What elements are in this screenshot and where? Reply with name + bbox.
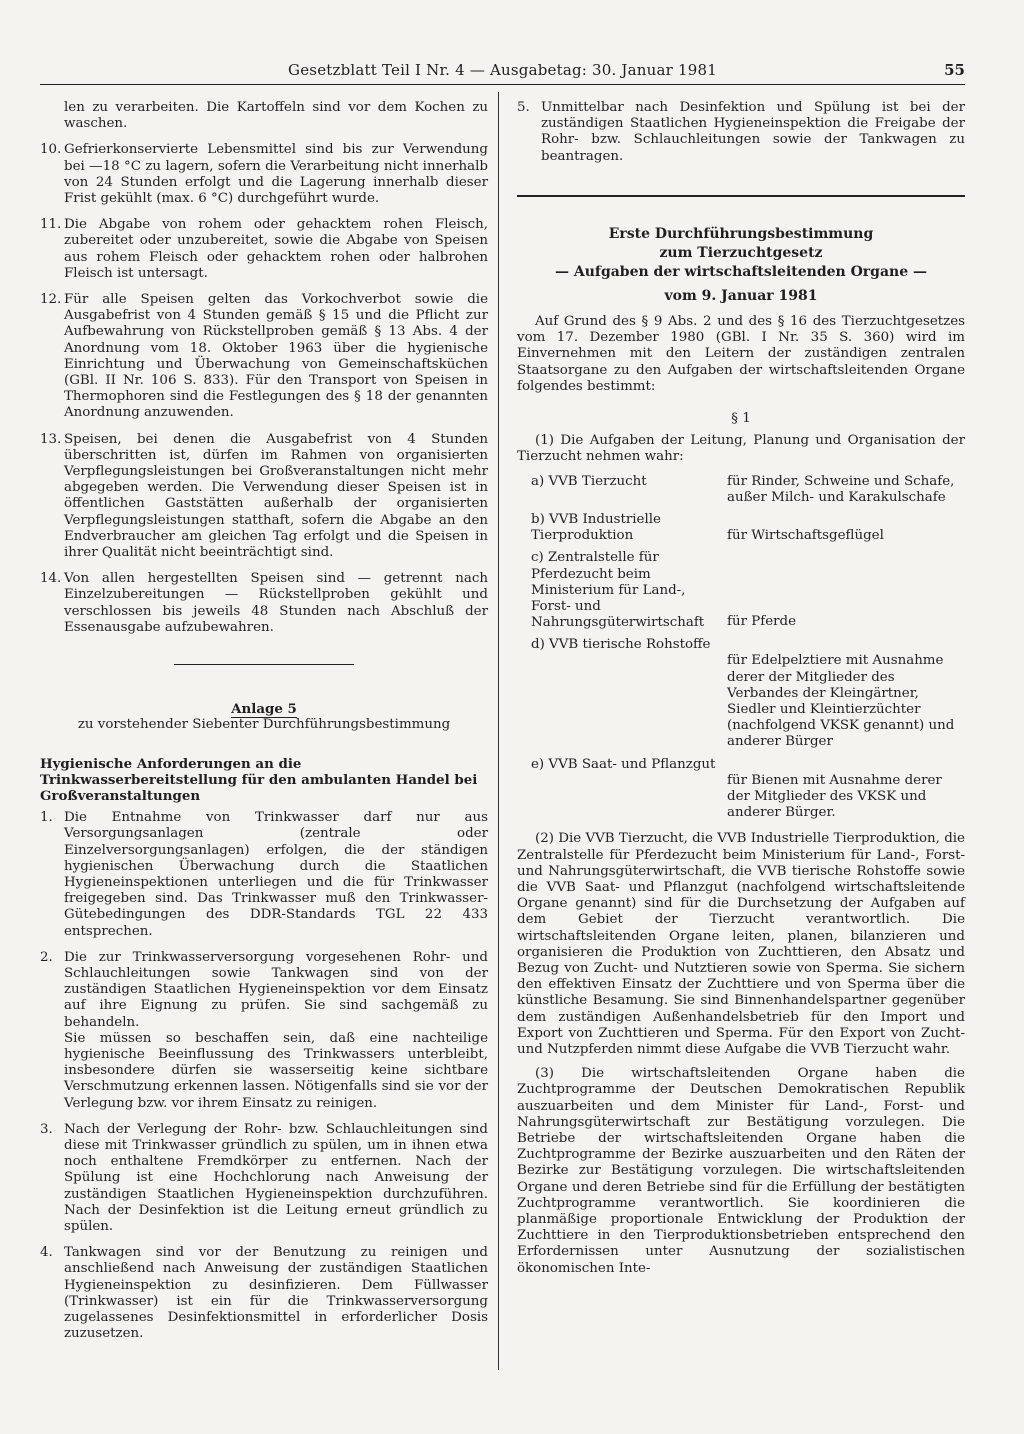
regulation-title-line-3: — Aufgaben der wirtschaftsleitenden Organe — [555,263,927,280]
item-number: 10. [40,142,62,158]
list-item [40,1245,488,1342]
list-item [40,292,488,422]
assignment-organ: e) VVB Saat- und Pflanzgut [531,756,716,772]
list-item [40,810,488,940]
assignment-scope: für Bienen mit Ausnahme derer der Mitglieder des VKSK und anderer Bürger. [727,772,942,821]
section-divider [174,664,354,665]
assignment-organ: d) VVB tierische Rohstoffe [531,637,711,653]
item-number: 5. [517,100,530,115]
list-item [40,432,488,562]
list-item [40,142,488,207]
paragraph-3: (3) Die wirtschaftsleitenden Organe haben die Zuchtprogramme der Deutschen Demokratischen Republik auszuarbeiten und dem Minister für Land-, Forst- und Nahrungsgüterwirtschaft zur Bestätigung vorzulegen. Die Betriebe der wirtschaftsleitenden Organe haben die Zuchtprogramme der Bezirke auszuarbeiten und den Räten der Bezirke zur Bestätigung vorzulegen. Die wirtschaftsleitenden Organe und deren Betriebe sind für die Erfüllung der bestätigten Zuchtprogramme verantwortlich. Sie koordinieren die planmäßige proportionale Entwicklung der Produktion der Zuchttiere in den Tierproduktionsbetrieben entsprechend den Erfordernissen unter Ausnutzung der sozialistischen ökonomischen Inte- [517,1066,965,1276]
item-text: Nach der Verlegung der Rohr- bzw. Schlauchleitungen sind diese mit Trinkwasser gründlich zu spülen, um in ihnen etwa noch enthaltene Fremdkörper zu entfernen. Nach der Spülung ist eine Hochchlorung nach Anweisung der zuständigen Staatlichen Hygieneinspektion durchzuführen. Nach der Desinfektion ist die Leitung erneut gründlich zu spülen. [64,1121,488,1234]
header-title: Gesetzblatt Teil I Nr. 4 — Ausgabetag: 30. Januar 1981 [288,61,717,79]
list-item [517,100,965,165]
paragraph-2: (2) Die VVB Tierzucht, die VVB Industrielle Tierproduktion, die Zentralstelle für Pferdezucht beim Ministerium für Land-, Forst- und Nahrungsgüterwirtschaft, die VVB tierische Rohstoffe sowie die VVB Saat- und Pflanzgut (nachfolgend wirtschaftsleitende Organe genannt) sind für die Durchsetzung der Aufgaben auf dem Gebiet der Tierzucht verantwortlich. Die wirtschaftsleitenden Organe leiten, planen, bilanzieren und organisieren die Produktion von Zuchttieren, den Absatz und Bezug von Zucht- und Nutztieren sowie von Sperma. Sie sichern den effektiven Einsatz der Zuchttiere und von Sperma über die künstliche Besamung. Sie sind Binnenhandelspartner gegenüber dem zuständigen Außenhandelsbetrieb für den Import und Export von Zuchttieren und Sperma. Für den Export von Zucht- und Nutzpferden nimmt diese Aufgabe die VVB Tierzucht wahr. [517,831,965,1057]
item-text: Speisen, bei denen die Ausgabefrist von 4 Stunden überschritten ist, dürfen im Rahmen von organisierten Verpflegungsleistungen bei Großveranstaltungen nicht mehr abgegeben werden. Die Verwendung dieser Speisen ist in öffentlichen Gaststätten außerhalb der organisierten Verpflegungsleistungen statthaft, sofern die Abgabe an den Endverbraucher am gleichen Tag erfolgt und die Speisen in ihrer Qualität nicht beeinträchtigt sind. [64,431,488,561]
item-text: Unmittelbar nach Desinfektion und Spülung ist bei der zuständigen Staatlichen Hygieneinspektion die Freigabe der Rohr- bzw. Schlauchleitungen sowie der Tankwagen zu beantragen. [541,100,965,164]
assignment-row [517,550,965,631]
assignment-scope: für Rinder, Schweine und Schafe, außer Milch- und Karakulschafe [727,473,955,505]
page-number: 55 [944,61,965,79]
item-number: 1. [40,810,53,826]
list-item [40,571,488,636]
regulation-title-line-1: Erste Durchführungsbestimmung [608,225,874,242]
item-text: Die Abgabe von rohem oder gehacktem rohen Fleisch, zubereitet oder unzubereitet, sowie die Abgabe von Speisen aus rohem Fleisch oder gehacktem rohen oder halbrohen Fleisch ist untersagt. [64,217,488,281]
assignment-row [517,512,965,544]
item-text: Die zur Trinkwasserversorgung vorgesehenen Rohr- und Schlauchleitungen sowie Tankwagen sind von der zuständigen Staatlichen Hygieneinspektion vor dem Einsatz auf ihre Eignung zu prüfen. Sie sind sachgemäß zu behandeln. [64,949,488,1030]
paragraph-1: (1) Die Aufgaben der Leitung, Planung und Organisation der Tierzucht nehmen wahr: [517,433,965,465]
item-number: 2. [40,949,53,965]
item-number: 3. [40,1121,53,1137]
assignment-row [517,757,965,822]
assignment-scope: für Wirtschaftsgeflügel [727,528,884,544]
anlage-subtitle: zu vorstehender Siebenter Durchführungsbestimmung [77,717,451,733]
assignment-scope: für Edelpelztiere mit Ausnahme derer der Mitglieder des Verbandes der Kleingärtner, Siedler und Kleintierzüchter (nachfolgend VKSK genannt) und anderer Bürger [727,653,955,750]
assignment-row [517,637,965,750]
item-text: Tankwagen sind vor der Benutzung zu reinigen und anschließend nach Anweisung der zuständigen Staatlichen Hygieneinspektion zu desinfizieren. Dem Füllwasser (Trinkwasser) ist ein für die Trinkwasserversorgung zugelassenes Desinfektionsmittel in erforderlicher Dosis zuzusetzen. [64,1245,488,1342]
regulation-title-line-2: zum Tierzuchtgesetz [659,244,823,261]
anlage-title-text: Anlage 5 [231,701,297,718]
list-item [40,950,488,1112]
assignment-organ: a) VVB Tierzucht [531,473,647,489]
regulation-date: vom 9. Januar 1981 [664,287,818,304]
item-number: 4. [40,1245,53,1261]
right-column [517,100,965,1285]
anlage-title [40,701,488,717]
column-divider [498,92,499,1370]
assignment-scope: für Pferde [727,614,797,630]
item-text: Die Entnahme von Trinkwasser darf nur aus Versorgungsanlagen (zentrale oder Einzelversorgungsanlagen) erfolgen, die der ständigen hygienischen Überwachung durch die Staatlichen Hygieneinspektionen unterliegen und die für Trinkwasser freigegeben sind. Das Trinkwasser muß den Trinkwasser-Gütebedingungen des DDR-Standards TGL 22 433 entsprechen. [64,810,488,939]
list-item [40,1122,488,1235]
item-text-block [64,950,488,1112]
assignment-organ: b) VVB Industrielle Tierproduktion [531,512,661,544]
assignment-row [517,474,965,506]
item-number: 13. [40,431,62,447]
section-divider [517,195,965,197]
item-number: 11. [40,217,62,233]
anlage-heading: Hygienische Anforderungen an die Trinkwasserbereitstellung für den ambulanten Handel bei Großveranstaltungen [40,755,478,804]
list-item [40,217,488,282]
item-text: Gefrierkonservierte Lebensmittel sind bis zur Verwendung bei —18 °C zu lagern, sofern die Verarbeitung nicht innerhalb von 24 Stunden erfolgt und die Lagerung innerhalb dieser Frist gekühlt (max. 6 °C) durchgeführt wurde. [64,142,488,207]
page-header [40,62,965,85]
item-number: 12. [40,292,62,308]
item-text-continued: Sie müssen so beschaffen sein, daß eine nachteilige hygienische Beeinflussung des Trinkwassers unterbleibt, insbesondere dürfen sie wasserseitig keine sichtbare Verschmutzung erkennen lassen. Nötigenfalls sind sie vor der Verlegung bzw. vor ihrem Einsatz zu reinigen. [64,1030,488,1111]
intro-paragraph: Auf Grund des § 9 Abs. 2 und des § 16 des Tierzuchtgesetzes vom 17. Dezember 1980 (GBl. I Nr. 35 S. 360) wird im Einvernehmen mit den Leitern der zuständigen zentralen Staatsorgane zu den Aufgaben der wirtschaftsleitenden Organe folgendes bestimmt: [517,314,965,394]
assignment-organ: c) Zentralstelle für Pferdezucht beim Ministerium für Land-, Forst- und Nahrungsgüterwirtschaft [531,550,705,631]
left-column [40,100,488,1352]
continued-text: len zu verarbeiten. Die Kartoffeln sind vor dem Kochen zu waschen. [64,100,488,132]
item-number: 14. [40,571,62,587]
item-text: Von allen hergestellten Speisen sind — getrennt nach Einzelzubereitungen — Rückstellproben gekühlt und verschlossen bis jeweils 48 Stunden nach Abschluß der Essenausgabe aufzubewahren. [64,571,488,635]
paragraph-heading: § 1 [731,411,751,427]
item-text: Für alle Speisen gelten das Vorkochverbot sowie die Ausgabefrist von 4 Stunden gemäß § 15 und die Pflicht zur Aufbewahrung von Rückstellproben gemäß § 13 Abs. 4 der Anordnung vom 18. Oktober 1963 über die hygienische Einrichtung und Überwachung von Gemeinschaftsküchen (GBl. II Nr. 106 S. 833). Für den Transport von Speisen in Thermophoren sind die Festlegungen des § 18 der genannten Anordnung anzuwenden. [64,292,488,421]
assignment-list [517,474,965,822]
